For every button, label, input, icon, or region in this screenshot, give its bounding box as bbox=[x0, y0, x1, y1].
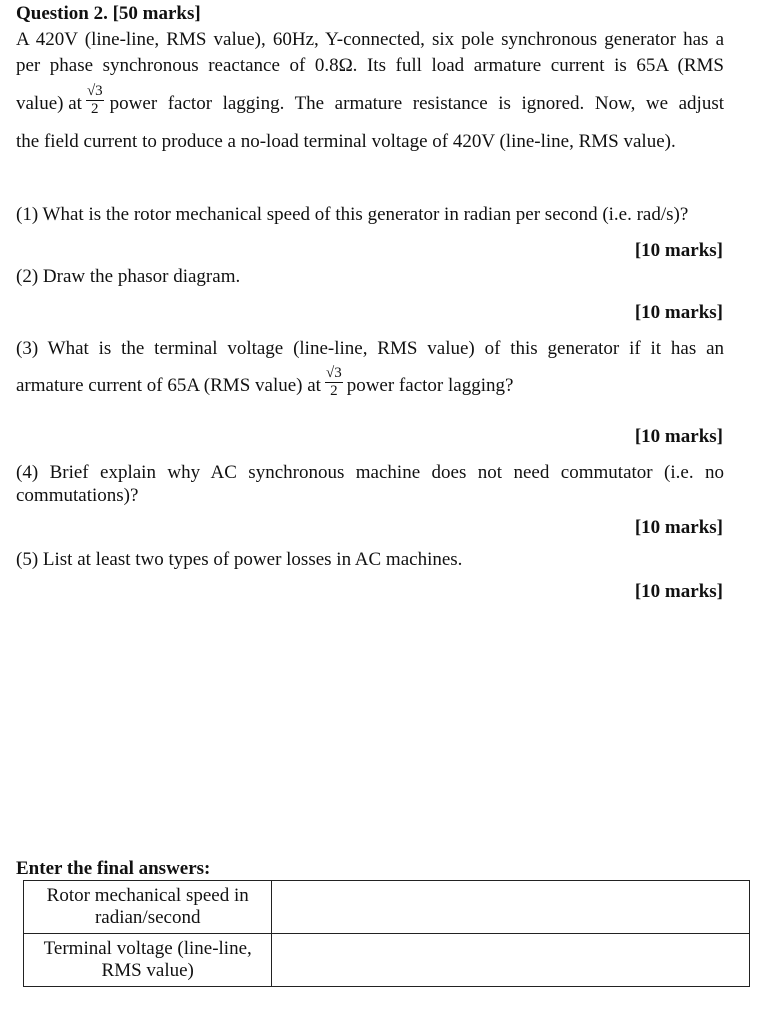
answer-label-speed-line-2: radian/second bbox=[94, 907, 201, 928]
answer-label-speed bbox=[24, 881, 272, 934]
root3-over-2-fraction-part-3 bbox=[325, 366, 343, 399]
part-4-line-2: commutations)? bbox=[16, 485, 139, 506]
intro-line-4: the field current to produce a no-load terminal voltage of 420V (line-line, RMS value). bbox=[16, 131, 676, 152]
root3-over-2-fraction bbox=[86, 84, 104, 117]
answer-label-voltage-line-1: Terminal voltage (line-line, bbox=[43, 938, 252, 959]
part-4-line-1: (4) Brief explain why AC synchronous machine does not need commutator (i.e. no bbox=[16, 462, 724, 483]
part-3-line-2-end: power factor lagging? bbox=[346, 374, 514, 396]
fraction-denominator: 2 bbox=[91, 101, 99, 117]
part-3-marks: [10 marks] bbox=[634, 426, 723, 447]
intro-line-1: A 420V (line-line, RMS value), 60Hz, Y-connected, six pole synchronous generator has a bbox=[16, 29, 724, 50]
answer-row-speed bbox=[24, 881, 750, 934]
part-1-text: (1) What is the rotor mechanical speed of this generator in radian per second (i.e. rad/s)? bbox=[16, 204, 689, 225]
part-5-marks: [10 marks] bbox=[634, 581, 723, 602]
answer-label-voltage bbox=[24, 934, 272, 987]
answers-table bbox=[23, 880, 750, 987]
fraction-numerator: √3 bbox=[86, 83, 103, 99]
question-title: Question 2. [50 marks] bbox=[16, 3, 201, 24]
part-5-text: (5) List at least two types of power losses in AC machines. bbox=[16, 549, 463, 570]
answer-label-voltage-line-2: RMS value) bbox=[101, 960, 194, 981]
answer-input-voltage[interactable] bbox=[272, 934, 750, 987]
intro-line-3 bbox=[16, 83, 724, 120]
answer-row-voltage bbox=[24, 934, 750, 987]
fraction-numerator: √3 bbox=[325, 365, 342, 381]
fraction-denominator: 2 bbox=[330, 383, 338, 399]
answers-heading: Enter the final answers: bbox=[16, 858, 211, 879]
part-2-text: (2) Draw the phasor diagram. bbox=[16, 266, 241, 287]
intro-line-3-start: value) at bbox=[16, 92, 82, 114]
part-4-marks: [10 marks] bbox=[634, 517, 723, 538]
part-3-line-1: (3) What is the terminal voltage (line-line, RMS value) of this generator if it has an bbox=[16, 338, 724, 359]
intro-line-3-end: power factor lagging. The armature resistance is ignored. Now, we adjust bbox=[109, 92, 724, 114]
answer-label-speed-line-1: Rotor mechanical speed in bbox=[46, 885, 249, 906]
part-2-marks: [10 marks] bbox=[634, 302, 723, 323]
answer-input-speed[interactable] bbox=[272, 881, 750, 934]
part-3-line-2-start: armature current of 65A (RMS value) at bbox=[16, 374, 321, 396]
part-3-line-2 bbox=[16, 365, 514, 402]
intro-line-2: per phase synchronous reactance of 0.8Ω. Its full load armature current is 65A (RMS bbox=[16, 55, 724, 76]
part-1-marks: [10 marks] bbox=[634, 240, 723, 261]
